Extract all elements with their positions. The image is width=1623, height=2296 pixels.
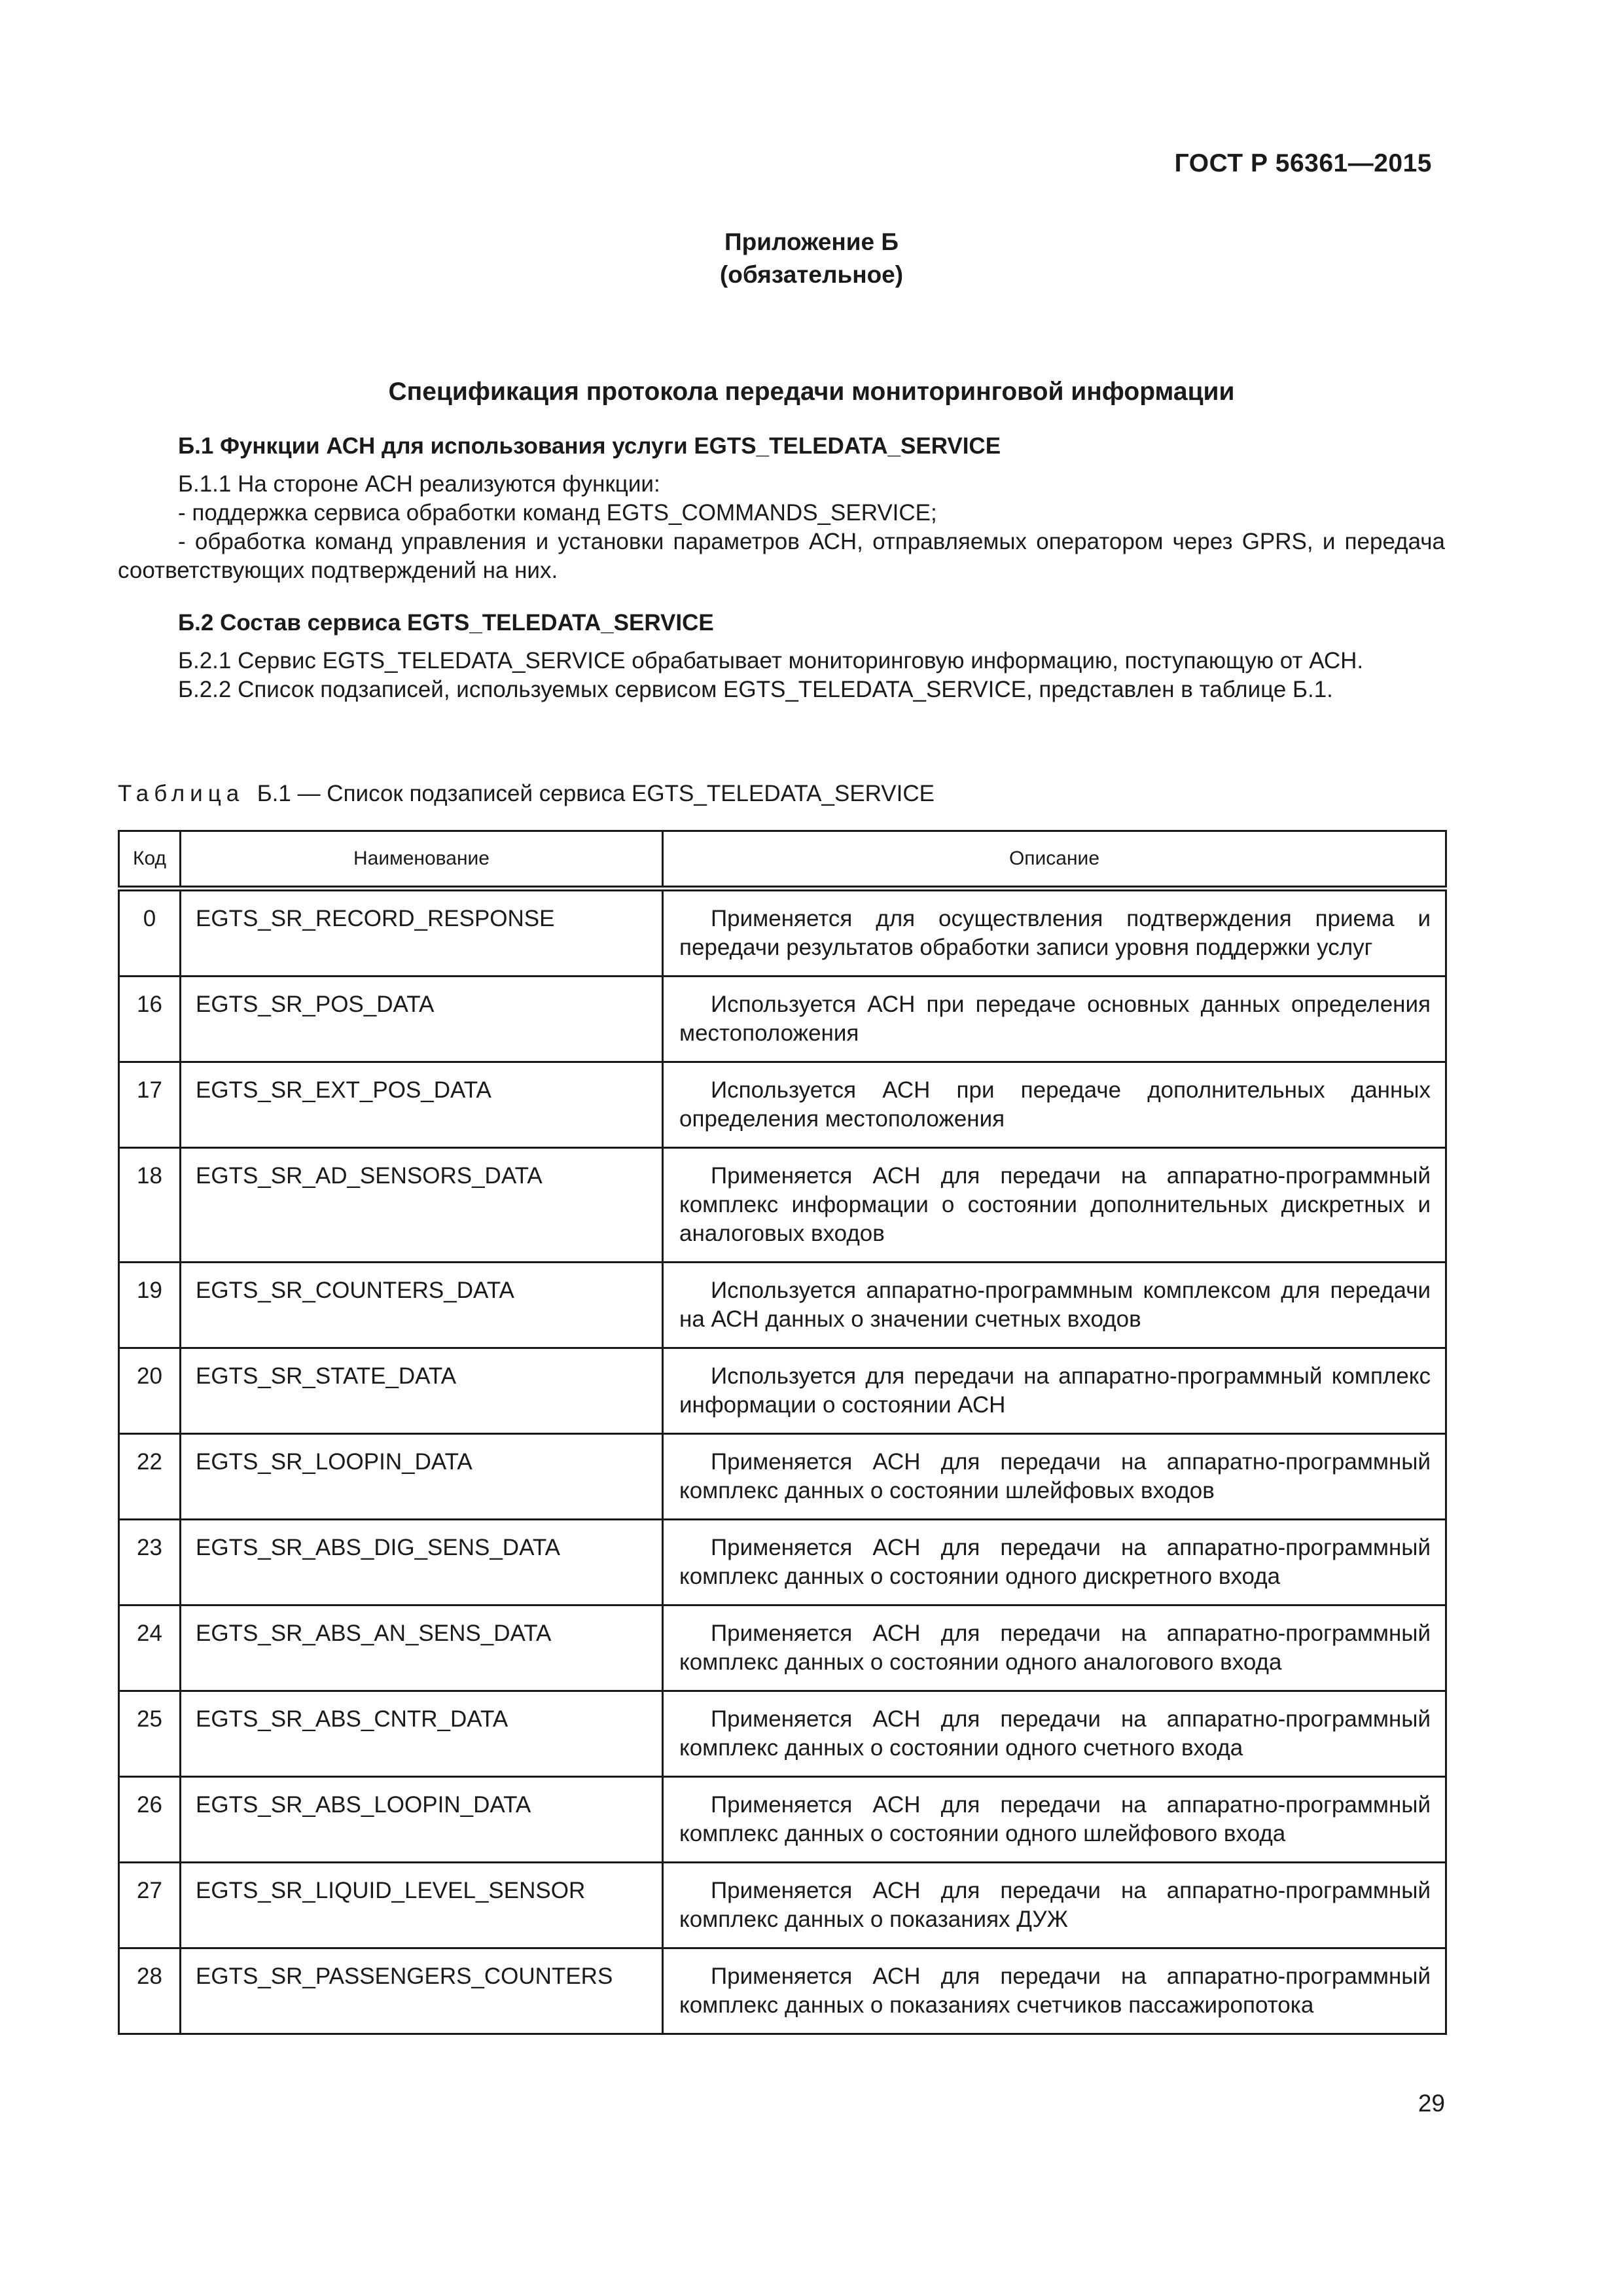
table-row [119,1148,1446,1263]
table-row [119,1348,1446,1434]
appendix-status: (обязательное) [719,261,904,288]
cell-name: EGTS_SR_RECORD_RESPONSE [181,889,663,977]
table-row [119,1605,1446,1691]
cell-code: 17 [119,1062,181,1148]
cell-code: 27 [119,1863,181,1948]
table-row [119,1434,1446,1520]
table-row [119,1948,1446,2034]
paragraph-b2-2: Б.2.2 Список подзаписей, используемых сервисом EGTS_TELEDATA_SERVICE, представлен в таблице Б.1. [178,677,1333,702]
table-row [119,1263,1446,1348]
specification-title: Спецификация протокола передачи мониторинговой информации [388,378,1235,406]
table-caption-text: Б.1 — Список подзаписей сервиса EGTS_TELEDATA_SERVICE [257,781,935,806]
subrecords-table [118,830,1447,2035]
table-row [119,977,1446,1062]
cell-code: 0 [119,889,181,977]
cell-code: 26 [119,1777,181,1863]
cell-name: EGTS_SR_ABS_LOOPIN_DATA [181,1777,663,1863]
cell-description-text: Применяется АСН для передачи на аппаратно-программный комплекс данных о состоянии одного аналогового входа [679,1621,1431,1675]
cell-name: EGTS_SR_PASSENGERS_COUNTERS [181,1948,663,2034]
appendix-heading [0,226,1623,291]
cell-code: 24 [119,1605,181,1691]
cell-name: EGTS_SR_STATE_DATA [181,1348,663,1434]
cell-description [663,1263,1446,1348]
cell-name: EGTS_SR_AD_SENSORS_DATA [181,1148,663,1263]
cell-code: 19 [119,1263,181,1348]
column-header-code: Код [119,831,181,889]
appendix-title: Приложение Б [724,228,899,255]
cell-description-text: Применяется АСН для передачи на аппаратно-программный комплекс информации о состоянии дополнительных дискретных и аналоговых входов [679,1163,1431,1246]
table-header-row [119,831,1446,889]
cell-name: EGTS_SR_ABS_AN_SENS_DATA [181,1605,663,1691]
table-row [119,1691,1446,1777]
cell-description-text: Применяется АСН для передачи на аппаратно-программный комплекс данных о состоянии одного дискретного входа [679,1535,1431,1589]
cell-description [663,889,1446,977]
section-b2-heading: Б.2 Состав сервиса EGTS_TELEDATA_SERVICE [178,610,714,636]
cell-code: 25 [119,1691,181,1777]
cell-description [663,1520,1446,1605]
cell-name: EGTS_SR_LIQUID_LEVEL_SENSOR [181,1863,663,1948]
cell-description-text: Применяется для осуществления подтверждения приема и передачи результатов обработки записи уровня поддержки услуг [679,906,1431,960]
cell-description [663,977,1446,1062]
cell-description [663,1863,1446,1948]
cell-description [663,1148,1446,1263]
cell-description-text: Используется аппаратно-программным комплексом для передачи на АСН данных о значении счетных входов [679,1278,1431,1332]
paragraph-b1-1: Б.1.1 На стороне АСН реализуются функции: [178,471,660,497]
cell-code: 28 [119,1948,181,2034]
paragraph-b2-1: Б.2.1 Сервис EGTS_TELEDATA_SERVICE обрабатывает мониторинговую информацию, поступающую от АСН. [178,648,1364,673]
paragraph-b1-3: - обработка команд управления и установки параметров АСН, отправляемых оператором через GPRS, и передача соответствующих подтверждений на них. [118,529,1445,583]
table-caption [118,781,935,807]
cell-description-text: Используется АСН при передаче дополнительных данных определения местоположения [679,1077,1431,1132]
column-header-description: Описание [663,831,1446,889]
paragraph-b1-2: - поддержка сервиса обработки команд EGTS_COMMANDS_SERVICE; [178,500,937,526]
cell-name: EGTS_SR_COUNTERS_DATA [181,1263,663,1348]
cell-description [663,1948,1446,2034]
table-row [119,1863,1446,1948]
cell-description-text: Используется для передачи на аппаратно-программный комплекс информации о состоянии АСН [679,1363,1431,1418]
cell-description [663,1777,1446,1863]
table-row [119,1520,1446,1605]
cell-code: 18 [119,1148,181,1263]
cell-description-text: Используется АСН при передаче основных данных определения местоположения [679,992,1431,1046]
cell-description [663,1062,1446,1148]
cell-description-text: Применяется АСН для передачи на аппаратно-программный комплекс данных о состоянии шлейфовых входов [679,1449,1431,1503]
cell-name: EGTS_SR_POS_DATA [181,977,663,1062]
cell-code: 20 [119,1348,181,1434]
cell-code: 16 [119,977,181,1062]
table-row [119,1777,1446,1863]
cell-code: 23 [119,1520,181,1605]
cell-description [663,1434,1446,1520]
cell-description-text: Применяется АСН для передачи на аппаратно-программный комплекс данных о показаниях счетчиков пассажиропотока [679,1964,1431,2018]
table-row [119,889,1446,977]
cell-name: EGTS_SR_ABS_DIG_SENS_DATA [181,1520,663,1605]
cell-description-text: Применяется АСН для передачи на аппаратно-программный комплекс данных о показаниях ДУЖ [679,1878,1431,1932]
section-b2 [118,609,1445,704]
table-body [119,889,1446,2034]
cell-description [663,1348,1446,1434]
table-row [119,1062,1446,1148]
column-header-name: Наименование [181,831,663,889]
cell-description-text: Применяется АСН для передачи на аппаратно-программный комплекс данных о состоянии одного шлейфового входа [679,1792,1431,1846]
cell-description [663,1691,1446,1777]
section-b1-heading: Б.1 Функции АСН для использования услуги EGTS_TELEDATA_SERVICE [178,433,1001,459]
cell-name: EGTS_SR_EXT_POS_DATA [181,1062,663,1148]
cell-code: 22 [119,1434,181,1520]
section-b1 [118,432,1445,585]
cell-name: EGTS_SR_ABS_CNTR_DATA [181,1691,663,1777]
cell-description [663,1605,1446,1691]
cell-name: EGTS_SR_LOOPIN_DATA [181,1434,663,1520]
page-number: 29 [1418,2090,1445,2117]
standard-designation: ГОСТ Р 56361—2015 [1174,149,1432,177]
table-caption-prefix: Таблица [118,781,245,806]
cell-description-text: Применяется АСН для передачи на аппаратно-программный комплекс данных о состоянии одного счетного входа [679,1706,1431,1761]
